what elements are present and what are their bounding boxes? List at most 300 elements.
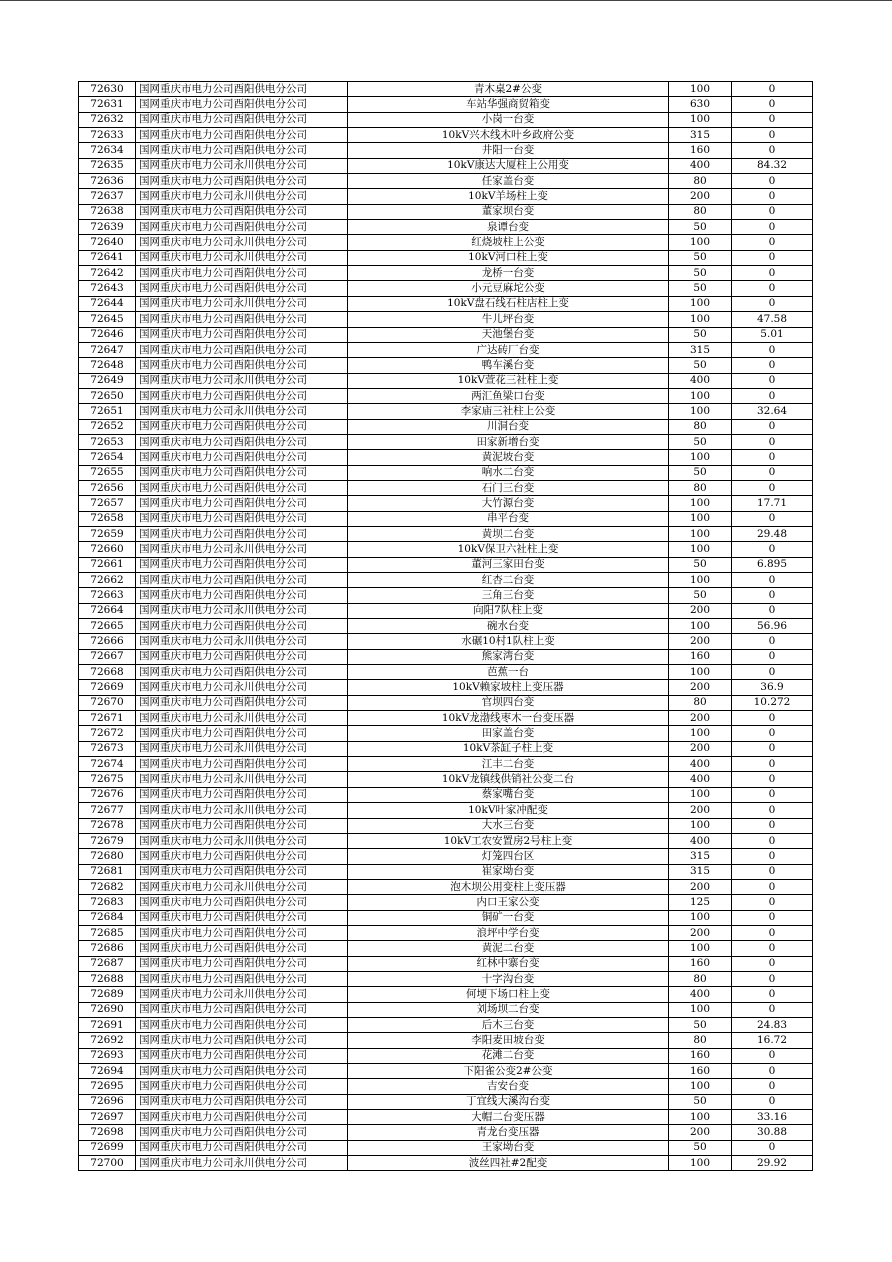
record-id-cell: 72664 <box>79 603 136 618</box>
capacity-cell: 200 <box>669 711 732 726</box>
company-cell: 国网重庆市电力公司永川供电分公司 <box>136 404 348 419</box>
value-cell: 0 <box>732 665 813 680</box>
record-id-cell: 72679 <box>79 833 136 848</box>
table-row <box>79 82 813 97</box>
transformer-name-cell: 青木桌2#公变 <box>348 82 669 97</box>
table-row <box>79 204 813 219</box>
company-cell: 国网重庆市电力公司永川供电分公司 <box>136 879 348 894</box>
transformer-name-cell: 刘场坝二台变 <box>348 1002 669 1017</box>
table-row <box>79 1125 813 1140</box>
capacity-cell: 50 <box>669 281 732 296</box>
capacity-cell: 80 <box>669 204 732 219</box>
record-id-cell: 72649 <box>79 373 136 388</box>
record-id-cell: 72697 <box>79 1110 136 1125</box>
value-cell: 0 <box>732 235 813 250</box>
value-cell: 0 <box>732 480 813 495</box>
record-id-cell: 72674 <box>79 757 136 772</box>
company-cell: 国网重庆市电力公司酉阳供电分公司 <box>136 450 348 465</box>
transformer-table <box>78 81 813 1171</box>
capacity-cell: 400 <box>669 158 732 173</box>
value-cell: 17.71 <box>732 496 813 511</box>
record-id-cell: 72688 <box>79 971 136 986</box>
company-cell: 国网重庆市电力公司酉阳供电分公司 <box>136 434 348 449</box>
table-row <box>79 480 813 495</box>
record-id-cell: 72670 <box>79 695 136 710</box>
capacity-cell: 80 <box>669 174 732 189</box>
company-cell: 国网重庆市电力公司酉阳供电分公司 <box>136 511 348 526</box>
transformer-name-cell: 小岗一台变 <box>348 112 669 127</box>
capacity-cell: 50 <box>669 465 732 480</box>
capacity-cell: 200 <box>669 189 732 204</box>
record-id-cell: 72668 <box>79 665 136 680</box>
record-id-cell: 72669 <box>79 680 136 695</box>
record-id-cell: 72647 <box>79 342 136 357</box>
capacity-cell: 50 <box>669 1140 732 1155</box>
record-id-cell: 72690 <box>79 1002 136 1017</box>
transformer-name-cell: 何埂下场口柱上变 <box>348 987 669 1002</box>
capacity-cell: 200 <box>669 680 732 695</box>
value-cell: 0 <box>732 864 813 879</box>
transformer-name-cell: 响水二台变 <box>348 465 669 480</box>
company-cell: 国网重庆市电力公司酉阳供电分公司 <box>136 388 348 403</box>
record-id-cell: 72651 <box>79 404 136 419</box>
record-id-cell: 72685 <box>79 925 136 940</box>
value-cell: 0 <box>732 373 813 388</box>
capacity-cell: 80 <box>669 695 732 710</box>
value-cell: 36.9 <box>732 680 813 695</box>
record-id-cell: 72681 <box>79 864 136 879</box>
table-row <box>79 680 813 695</box>
transformer-name-cell: 10kV保卫六社柱上变 <box>348 542 669 557</box>
value-cell: 0 <box>732 82 813 97</box>
capacity-cell: 100 <box>669 312 732 327</box>
record-id-cell: 72640 <box>79 235 136 250</box>
value-cell: 0 <box>732 281 813 296</box>
capacity-cell: 315 <box>669 128 732 143</box>
transformer-name-cell: 崔家坳台变 <box>348 864 669 879</box>
transformer-name-cell: 10kV兴木线木叶乡政府公变 <box>348 128 669 143</box>
transformer-name-cell: 大竹源台变 <box>348 496 669 511</box>
record-id-cell: 72645 <box>79 312 136 327</box>
value-cell: 0 <box>732 1048 813 1063</box>
capacity-cell: 100 <box>669 1110 732 1125</box>
table-row <box>79 1140 813 1155</box>
table-row <box>79 726 813 741</box>
transformer-name-cell: 泉谭台变 <box>348 220 669 235</box>
value-cell: 0 <box>732 434 813 449</box>
company-cell: 国网重庆市电力公司永川供电分公司 <box>136 741 348 756</box>
value-cell: 0 <box>732 772 813 787</box>
value-cell: 0 <box>732 649 813 664</box>
table-row <box>79 741 813 756</box>
transformer-name-cell: 红林中寨台变 <box>348 956 669 971</box>
table-row <box>79 97 813 112</box>
table-row <box>79 803 813 818</box>
value-cell: 0 <box>732 542 813 557</box>
value-cell: 10.272 <box>732 695 813 710</box>
record-id-cell: 72634 <box>79 143 136 158</box>
table-row <box>79 404 813 419</box>
table-row <box>79 112 813 127</box>
record-id-cell: 72639 <box>79 220 136 235</box>
record-id-cell: 72633 <box>79 128 136 143</box>
company-cell: 国网重庆市电力公司酉阳供电分公司 <box>136 1110 348 1125</box>
capacity-cell: 100 <box>669 296 732 311</box>
capacity-cell: 315 <box>669 849 732 864</box>
table-row <box>79 1002 813 1017</box>
transformer-name-cell: 泡木坝公用变柱上变压器 <box>348 879 669 894</box>
record-id-cell: 72637 <box>79 189 136 204</box>
capacity-cell: 200 <box>669 741 732 756</box>
company-cell: 国网重庆市电力公司酉阳供电分公司 <box>136 266 348 281</box>
record-id-cell: 72680 <box>79 849 136 864</box>
transformer-name-cell: 车站华强商贸箱变 <box>348 97 669 112</box>
transformer-name-cell: 黄坝二台变 <box>348 526 669 541</box>
capacity-cell: 80 <box>669 419 732 434</box>
capacity-cell: 100 <box>669 496 732 511</box>
value-cell: 0 <box>732 987 813 1002</box>
transformer-name-cell: 10kV盘石线石柱店柱上变 <box>348 296 669 311</box>
capacity-cell: 400 <box>669 772 732 787</box>
value-cell: 56.96 <box>732 619 813 634</box>
record-id-cell: 72635 <box>79 158 136 173</box>
company-cell: 国网重庆市电力公司永川供电分公司 <box>136 987 348 1002</box>
transformer-name-cell: 浪坪中学台变 <box>348 925 669 940</box>
company-cell: 国网重庆市电力公司酉阳供电分公司 <box>136 204 348 219</box>
transformer-name-cell: 串平台变 <box>348 511 669 526</box>
capacity-cell: 100 <box>669 235 732 250</box>
company-cell: 国网重庆市电力公司酉阳供电分公司 <box>136 1125 348 1140</box>
transformer-name-cell: 10kV茶缸子柱上变 <box>348 741 669 756</box>
table-row <box>79 281 813 296</box>
table-row <box>79 342 813 357</box>
company-cell: 国网重庆市电力公司酉阳供电分公司 <box>136 312 348 327</box>
capacity-cell: 50 <box>669 220 732 235</box>
record-id-cell: 72684 <box>79 910 136 925</box>
record-id-cell: 72657 <box>79 496 136 511</box>
record-id-cell: 72641 <box>79 250 136 265</box>
table-row <box>79 573 813 588</box>
company-cell: 国网重庆市电力公司永川供电分公司 <box>136 711 348 726</box>
capacity-cell: 400 <box>669 373 732 388</box>
record-id-cell: 72667 <box>79 649 136 664</box>
capacity-cell: 50 <box>669 588 732 603</box>
record-id-cell: 72663 <box>79 588 136 603</box>
capacity-cell: 315 <box>669 864 732 879</box>
transformer-name-cell: 10kV赖家坡柱上变压器 <box>348 680 669 695</box>
transformer-name-cell: 井阳一台变 <box>348 143 669 158</box>
value-cell: 0 <box>732 128 813 143</box>
transformer-name-cell: 红杏二台变 <box>348 573 669 588</box>
capacity-cell: 100 <box>669 787 732 802</box>
value-cell: 0 <box>732 388 813 403</box>
table-row <box>79 143 813 158</box>
value-cell: 0 <box>732 358 813 373</box>
capacity-cell: 100 <box>669 404 732 419</box>
table-row <box>79 250 813 265</box>
record-id-cell: 72661 <box>79 557 136 572</box>
table-row <box>79 910 813 925</box>
company-cell: 国网重庆市电力公司永川供电分公司 <box>136 235 348 250</box>
table-row <box>79 496 813 511</box>
capacity-cell: 125 <box>669 895 732 910</box>
table-row <box>79 434 813 449</box>
transformer-name-cell: 吉安台变 <box>348 1079 669 1094</box>
capacity-cell: 100 <box>669 450 732 465</box>
transformer-name-cell: 波丝四社#2配变 <box>348 1156 669 1171</box>
transformer-name-cell: 王家坳台变 <box>348 1140 669 1155</box>
value-cell: 29.48 <box>732 526 813 541</box>
table-row <box>79 987 813 1002</box>
capacity-cell: 50 <box>669 250 732 265</box>
table-row <box>79 511 813 526</box>
capacity-cell: 80 <box>669 480 732 495</box>
table-row <box>79 358 813 373</box>
table-row <box>79 450 813 465</box>
record-id-cell: 72687 <box>79 956 136 971</box>
company-cell: 国网重庆市电力公司酉阳供电分公司 <box>136 1064 348 1079</box>
company-cell: 国网重庆市电力公司永川供电分公司 <box>136 158 348 173</box>
record-id-cell: 72686 <box>79 941 136 956</box>
transformer-name-cell: 广达砖厂台变 <box>348 342 669 357</box>
table-row <box>79 158 813 173</box>
capacity-cell: 100 <box>669 665 732 680</box>
company-cell: 国网重庆市电力公司酉阳供电分公司 <box>136 419 348 434</box>
value-cell: 0 <box>732 588 813 603</box>
record-id-cell: 72658 <box>79 511 136 526</box>
table-row <box>79 588 813 603</box>
capacity-cell: 200 <box>669 634 732 649</box>
capacity-cell: 315 <box>669 342 732 357</box>
record-id-cell: 72660 <box>79 542 136 557</box>
table-row <box>79 925 813 940</box>
value-cell: 0 <box>732 189 813 204</box>
value-cell: 0 <box>732 266 813 281</box>
record-id-cell: 72652 <box>79 419 136 434</box>
company-cell: 国网重庆市电力公司酉阳供电分公司 <box>136 588 348 603</box>
value-cell: 0 <box>732 741 813 756</box>
record-id-cell: 72673 <box>79 741 136 756</box>
record-id-cell: 72682 <box>79 879 136 894</box>
company-cell: 国网重庆市电力公司酉阳供电分公司 <box>136 112 348 127</box>
value-cell: 0 <box>732 910 813 925</box>
transformer-name-cell: 碗水台变 <box>348 619 669 634</box>
table-row <box>79 619 813 634</box>
record-id-cell: 72630 <box>79 82 136 97</box>
value-cell: 29.92 <box>732 1156 813 1171</box>
company-cell: 国网重庆市电力公司酉阳供电分公司 <box>136 143 348 158</box>
capacity-cell: 100 <box>669 619 732 634</box>
value-cell: 0 <box>732 450 813 465</box>
capacity-cell: 160 <box>669 649 732 664</box>
capacity-cell: 100 <box>669 82 732 97</box>
company-cell: 国网重庆市电力公司永川供电分公司 <box>136 1156 348 1171</box>
company-cell: 国网重庆市电力公司永川供电分公司 <box>136 189 348 204</box>
transformer-name-cell: 田家盖台变 <box>348 726 669 741</box>
table-row <box>79 220 813 235</box>
transformer-name-cell: 川洞台变 <box>348 419 669 434</box>
table-row <box>79 649 813 664</box>
table-row <box>79 526 813 541</box>
value-cell: 0 <box>732 818 813 833</box>
transformer-name-cell: 蔡家嘴台变 <box>348 787 669 802</box>
company-cell: 国网重庆市电力公司酉阳供电分公司 <box>136 956 348 971</box>
table-body <box>79 82 813 1171</box>
capacity-cell: 100 <box>669 910 732 925</box>
record-id-cell: 72672 <box>79 726 136 741</box>
table-row <box>79 266 813 281</box>
company-cell: 国网重庆市电力公司酉阳供电分公司 <box>136 1094 348 1109</box>
table-row <box>79 849 813 864</box>
value-cell: 0 <box>732 757 813 772</box>
table-row <box>79 1156 813 1171</box>
table-row <box>79 941 813 956</box>
transformer-name-cell: 黄泥二台变 <box>348 941 669 956</box>
transformer-name-cell: 10kV工农安置房2号柱上变 <box>348 833 669 848</box>
record-id-cell: 72646 <box>79 327 136 342</box>
record-id-cell: 72699 <box>79 1140 136 1155</box>
table-row <box>79 235 813 250</box>
transformer-name-cell: 熊家湾台变 <box>348 649 669 664</box>
value-cell: 0 <box>732 849 813 864</box>
company-cell: 国网重庆市电力公司酉阳供电分公司 <box>136 971 348 986</box>
value-cell: 0 <box>732 634 813 649</box>
value-cell: 0 <box>732 419 813 434</box>
company-cell: 国网重庆市电力公司酉阳供电分公司 <box>136 496 348 511</box>
company-cell: 国网重庆市电力公司酉阳供电分公司 <box>136 573 348 588</box>
value-cell: 0 <box>732 711 813 726</box>
table-row <box>79 879 813 894</box>
capacity-cell: 50 <box>669 1094 732 1109</box>
value-cell: 0 <box>732 465 813 480</box>
transformer-name-cell: 灯笼四台区 <box>348 849 669 864</box>
company-cell: 国网重庆市电力公司酉阳供电分公司 <box>136 818 348 833</box>
company-cell: 国网重庆市电力公司酉阳供电分公司 <box>136 649 348 664</box>
company-cell: 国网重庆市电力公司酉阳供电分公司 <box>136 128 348 143</box>
record-id-cell: 72636 <box>79 174 136 189</box>
record-id-cell: 72653 <box>79 434 136 449</box>
transformer-name-cell: 青龙台变压器 <box>348 1125 669 1140</box>
company-cell: 国网重庆市电力公司酉阳供电分公司 <box>136 726 348 741</box>
company-cell: 国网重庆市电力公司酉阳供电分公司 <box>136 1140 348 1155</box>
transformer-name-cell: 十字沟台变 <box>348 971 669 986</box>
transformer-name-cell: 芭蕉一台 <box>348 665 669 680</box>
capacity-cell: 50 <box>669 358 732 373</box>
company-cell: 国网重庆市电力公司酉阳供电分公司 <box>136 757 348 772</box>
company-cell: 国网重庆市电力公司酉阳供电分公司 <box>136 1017 348 1032</box>
transformer-name-cell: 10kV龙渤线枣木一台变压器 <box>348 711 669 726</box>
transformer-name-cell: 鸭车溪台变 <box>348 358 669 373</box>
transformer-name-cell: 内口王家公变 <box>348 895 669 910</box>
table-row <box>79 419 813 434</box>
table-row <box>79 1033 813 1048</box>
value-cell: 0 <box>732 803 813 818</box>
value-cell: 0 <box>732 511 813 526</box>
capacity-cell: 50 <box>669 327 732 342</box>
table-row <box>79 1110 813 1125</box>
record-id-cell: 72632 <box>79 112 136 127</box>
value-cell: 84.32 <box>732 158 813 173</box>
transformer-name-cell: 任家盖台变 <box>348 174 669 189</box>
table-row <box>79 189 813 204</box>
capacity-cell: 100 <box>669 573 732 588</box>
company-cell: 国网重庆市电力公司永川供电分公司 <box>136 803 348 818</box>
table-row <box>79 818 813 833</box>
value-cell: 0 <box>732 342 813 357</box>
company-cell: 国网重庆市电力公司酉阳供电分公司 <box>136 925 348 940</box>
capacity-cell: 100 <box>669 388 732 403</box>
record-id-cell: 72666 <box>79 634 136 649</box>
capacity-cell: 160 <box>669 143 732 158</box>
value-cell: 0 <box>732 1079 813 1094</box>
table-row <box>79 864 813 879</box>
company-cell: 国网重庆市电力公司酉阳供电分公司 <box>136 849 348 864</box>
company-cell: 国网重庆市电力公司永川供电分公司 <box>136 772 348 787</box>
company-cell: 国网重庆市电力公司酉阳供电分公司 <box>136 695 348 710</box>
value-cell: 5.01 <box>732 327 813 342</box>
company-cell: 国网重庆市电力公司酉阳供电分公司 <box>136 665 348 680</box>
record-id-cell: 72662 <box>79 573 136 588</box>
company-cell: 国网重庆市电力公司酉阳供电分公司 <box>136 787 348 802</box>
capacity-cell: 50 <box>669 434 732 449</box>
record-id-cell: 72655 <box>79 465 136 480</box>
transformer-name-cell: 江丰二台变 <box>348 757 669 772</box>
capacity-cell: 50 <box>669 1017 732 1032</box>
value-cell: 0 <box>732 204 813 219</box>
transformer-name-cell: 小元豆麻坨公变 <box>348 281 669 296</box>
transformer-name-cell: 大水三台变 <box>348 818 669 833</box>
company-cell: 国网重庆市电力公司永川供电分公司 <box>136 250 348 265</box>
transformer-name-cell: 两汇鱼梁口台变 <box>348 388 669 403</box>
table-row <box>79 465 813 480</box>
transformer-name-cell: 花滩二台变 <box>348 1048 669 1063</box>
value-cell: 0 <box>732 1002 813 1017</box>
value-cell: 30.88 <box>732 1125 813 1140</box>
transformer-name-cell: 董河三家田台变 <box>348 557 669 572</box>
value-cell: 0 <box>732 220 813 235</box>
capacity-cell: 400 <box>669 987 732 1002</box>
record-id-cell: 72656 <box>79 480 136 495</box>
table-row <box>79 634 813 649</box>
value-cell: 0 <box>732 603 813 618</box>
table-row <box>79 373 813 388</box>
table-row <box>79 1079 813 1094</box>
record-id-cell: 72698 <box>79 1125 136 1140</box>
transformer-name-cell: 10kV羊场柱上变 <box>348 189 669 204</box>
table-row <box>79 695 813 710</box>
record-id-cell: 72675 <box>79 772 136 787</box>
transformer-name-cell: 10kV康达大厦柱上公用变 <box>348 158 669 173</box>
transformer-name-cell: 丁宜线大溪沟台变 <box>348 1094 669 1109</box>
company-cell: 国网重庆市电力公司永川供电分公司 <box>136 833 348 848</box>
page-top-rule <box>0 0 892 1</box>
capacity-cell: 400 <box>669 833 732 848</box>
transformer-name-cell: 10kV叶家冲配变 <box>348 803 669 818</box>
record-id-cell: 72696 <box>79 1094 136 1109</box>
transformer-name-cell: 10kV河口柱上变 <box>348 250 669 265</box>
company-cell: 国网重庆市电力公司酉阳供电分公司 <box>136 1002 348 1017</box>
value-cell: 47.58 <box>732 312 813 327</box>
table-row <box>79 665 813 680</box>
transformer-name-cell: 天池堡台变 <box>348 327 669 342</box>
value-cell: 0 <box>732 1064 813 1079</box>
transformer-name-cell: 水碾10村1队柱上变 <box>348 634 669 649</box>
value-cell: 0 <box>732 971 813 986</box>
value-cell: 0 <box>732 879 813 894</box>
company-cell: 国网重庆市电力公司酉阳供电分公司 <box>136 864 348 879</box>
company-cell: 国网重庆市电力公司酉阳供电分公司 <box>136 480 348 495</box>
capacity-cell: 200 <box>669 1125 732 1140</box>
